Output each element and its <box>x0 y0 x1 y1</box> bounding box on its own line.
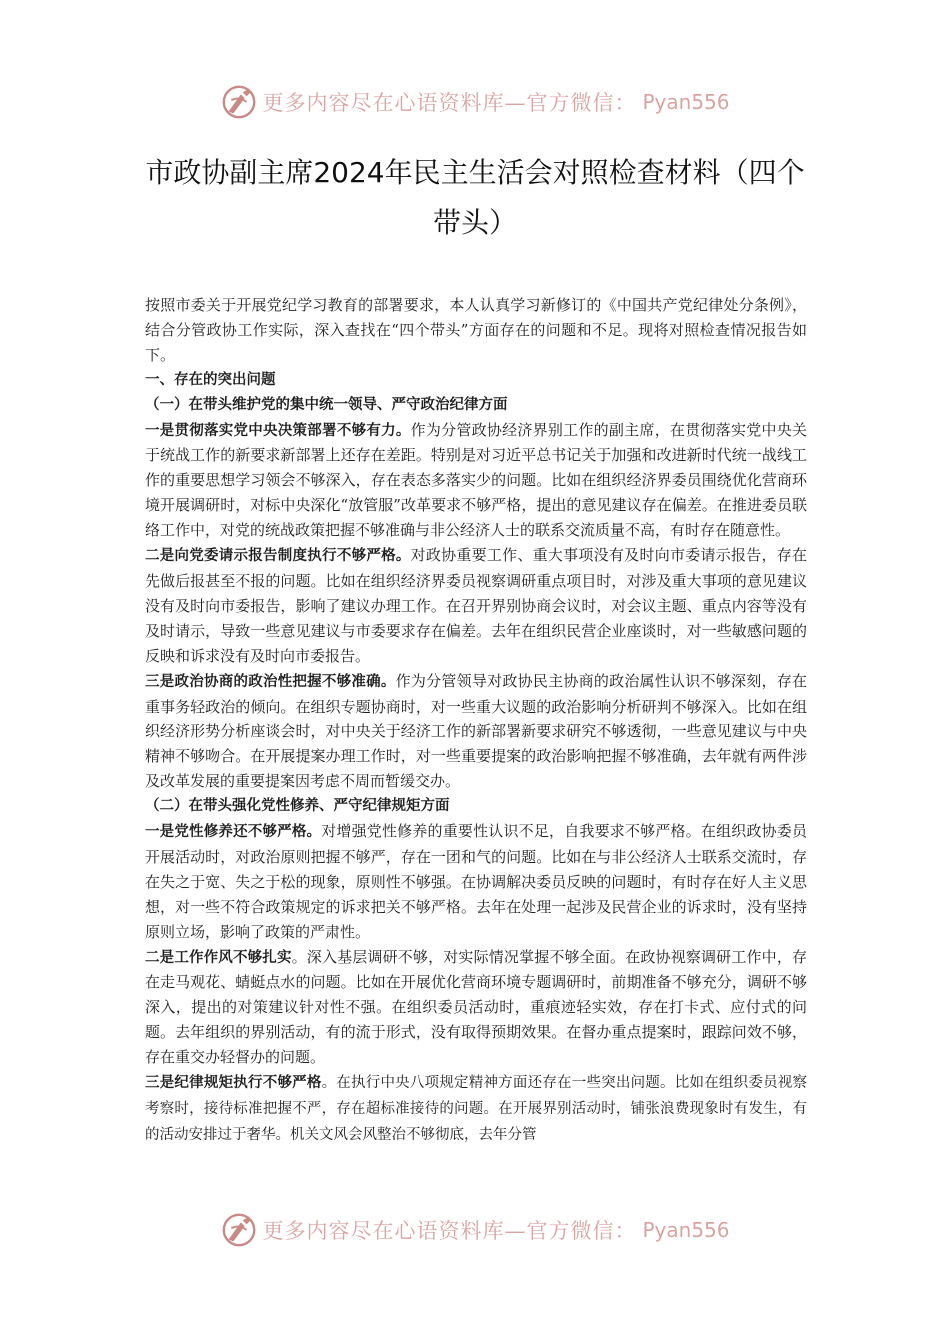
watermark-text: 更多内容尽在心语资料库—官方微信： <box>262 91 637 115</box>
paragraph-text: 作为分管领导对政协民主协商的政治属性认识不够深刻，存在重事务轻政治的倾向。在组织专题协商时，对一些重大议题的政治影响分析研判不够深入。比如在组织经济形势分析座谈会时，对中央关于经济工作的新部署新要求研究不够透彻，一些意见建议与中央精神不够吻合。在开展提案办理工作时，对一些重要提案的政治影响把握不够准确，去年就有两件涉及改革发展的重要提案因考虑不周而暂缓交办。 <box>145 671 807 791</box>
document-body <box>145 293 807 1148</box>
paragraph <box>145 945 807 1071</box>
watermark-id: Pyan556 <box>642 1218 730 1242</box>
watermark-logo-icon <box>220 83 258 121</box>
paragraph-text: 。深入基层调研不够，对实际情况掌握不够全面。在政协视察调研工作中，存在走马观花、蜻蜓点水的问题。比如在开展优化营商环境专题调研时，前期准备不够充分，调研不够深入，提出的对策建议针对性不强。在组织委员活动时，重痕迹轻实效，存在打卡式、应付式的问题。去年组织的界别活动，有的流于形式，没有取得预期效果。在督办重点提案时，跟踪问效不够，存在重交办轻督办的问题。 <box>145 947 807 1067</box>
paragraph <box>145 819 807 945</box>
paragraph-lead: 三是政治协商的政治性把握不够准确。 <box>145 673 396 690</box>
paragraph <box>145 669 807 795</box>
watermark-top <box>0 82 950 122</box>
paragraph-text: 对政协重要工作、重大事项没有及时向市委请示报告，存在先做后报甚至不报的问题。比如在组织经济界委员视察调研重点项目时，对涉及重大事项的意见建议没有及时向市委报告，影响了建议办理工作。在召开界别协商会议时，对会议主题、重点内容等没有及时请示，导致一些意见建议与市委要求存在偏差。去年在组织民营企业座谈时，对一些敏感问题的反映和诉求没有及时向市委报告。 <box>145 546 807 665</box>
watermark-text: 更多内容尽在心语资料库—官方微信： <box>262 1219 637 1243</box>
intro-paragraph: 按照市委关于开展党纪学习教育的部署要求，本人认真学习新修订的《中国共产党纪律处分条例》，结合分管政协工作实际，深入查找在“四个带头”方面存在的问题和不足。现将对照检查情况报告如下。 <box>145 296 807 364</box>
paragraph-lead: 一是党性修养还不够严格。 <box>145 824 322 841</box>
paragraph-lead: 二是工作作风不够扎实 <box>145 949 292 966</box>
document-title: 市政协副主席2024年民主生活会对照检查材料（四个带头） <box>145 156 805 239</box>
paragraph <box>145 1070 807 1148</box>
subsection-heading: （二）在带头强化党性修养、严守纪律规矩方面 <box>145 798 450 815</box>
watermark-bottom <box>0 1210 950 1250</box>
watermark-id: Pyan556 <box>642 90 730 114</box>
paragraph-text: 。在执行中央八项规定精神方面还存在一些突出问题。比如在组织委员视察考察时，接待标准把握不严，存在超标准接待的问题。在开展界别活动时，铺张浪费现象时有发生，有的活动安排过于奢华。机关文风会风整治不够彻底，去年分管 <box>145 1075 807 1143</box>
paragraph <box>145 543 807 669</box>
paragraph-lead: 二是向党委请示报告制度执行不够严格。 <box>145 548 411 565</box>
section-heading: 一、存在的突出问题 <box>145 371 276 388</box>
watermark-logo-icon <box>220 1211 258 1249</box>
paragraph-text: 对增强党性修养的重要性认识不足，自我要求不够严格。在组织政协委员开展活动时，对政治原则把握不够严，存在一团和气的问题。比如在与非公经济人士联系交流时，存在失之于宽、失之于松的现象，原则性不够强。在协调解决委员反映的问题时，有时存在好人主义思想，对一些不符合政策规定的诉求把关不够严格。去年在处理一起涉及民营企业的诉求时，没有坚持原则立场，影响了政策的严肃性。 <box>145 822 807 941</box>
paragraph-lead: 三是纪律规矩执行不够严格 <box>145 1075 322 1092</box>
subsection-heading: （一）在带头维护党的集中统一领导、严守政治纪律方面 <box>145 396 508 413</box>
paragraph-text: 作为分管政协经济界别工作的副主席，在贯彻落实党中央关于统战工作的新要求新部署上还存在差距。特别是对习近平总书记关于加强和改进新时代统一战线工作的重要思想学习领会不够深入，存在表态多落实少的问题。比如在组织经济界委员围绕优化营商环境开展调研时，对标中央深化“放管服”改革要求不够严格，提出的意见建议存在偏差。在推进委员联络工作中，对党的统战政策把握不够准确与非公经济人士的联系交流质量不高，有时存在随意性。 <box>145 420 807 540</box>
paragraph-lead: 一是贯彻落实党中央决策部署不够有力。 <box>145 422 411 439</box>
paragraph <box>145 418 807 544</box>
